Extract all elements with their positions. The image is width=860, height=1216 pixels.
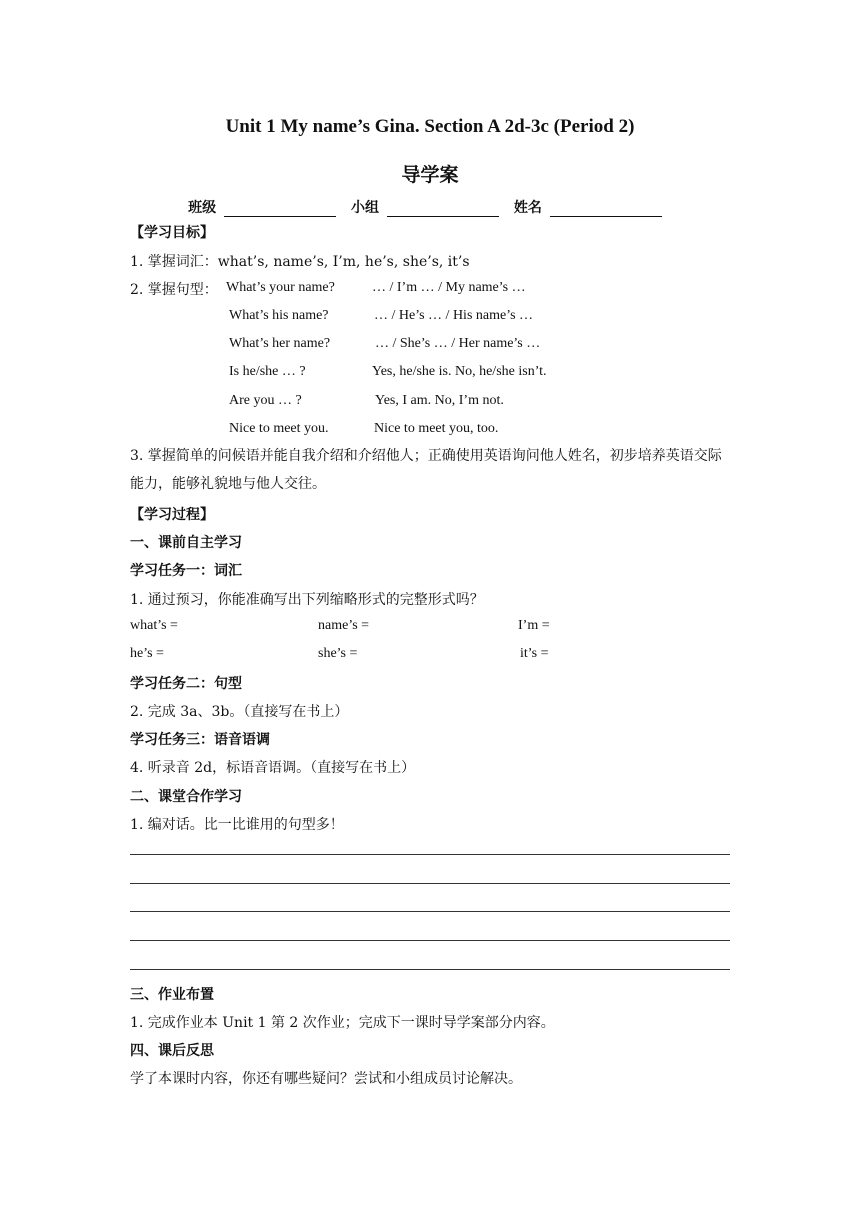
- pattern-question: What’s her name?: [229, 336, 331, 351]
- pattern-answer: Yes, I am. No, I’m not.: [375, 393, 504, 408]
- section-3-heading: 三、作业布置: [130, 987, 214, 1003]
- pattern-answer: … / She’s … / Her name’s …: [375, 336, 541, 351]
- answer-line[interactable]: [130, 854, 730, 855]
- answer-line[interactable]: [130, 940, 730, 941]
- group-blank: [387, 202, 499, 217]
- contraction-item: it’s =: [520, 646, 549, 661]
- pattern-question: What’s his name?: [229, 308, 329, 323]
- contraction-item: what’s =: [130, 618, 178, 633]
- task-2-question: 2. 完成 3a、3b。（直接写在书上）: [130, 704, 349, 720]
- name-label: 姓名: [513, 200, 542, 216]
- section-2-question: 1. 编对话。比一比谁用的句型多！: [130, 817, 344, 833]
- section-4-heading: 四、课后反思: [130, 1043, 214, 1059]
- section-1-heading: 一、课前自主学习: [130, 535, 242, 551]
- contraction-item: I’m =: [518, 618, 550, 633]
- task-1-question: 1. 通过预习，你能准确写出下列缩略形式的完整形式吗？: [130, 592, 484, 608]
- task-2-heading: 学习任务二：句型: [130, 676, 242, 692]
- document-title: Unit 1 My name’s Gina. Section A 2d-3c (Period 2): [225, 116, 635, 137]
- pattern-answer: Yes, he/she is. No, he/she isn’t.: [372, 364, 547, 379]
- objectives-heading: 【学习目标】: [130, 225, 214, 241]
- contraction-item: she’s =: [318, 646, 358, 661]
- task-3-heading: 学习任务三：语音语调: [130, 732, 270, 748]
- answer-line[interactable]: [130, 911, 730, 912]
- objective-2-prefix: 2. 掌握句型：: [130, 282, 218, 298]
- objective-1: 1. 掌握词汇：what’s, name’s, I’m, he’s, she’s, it’s: [130, 254, 470, 270]
- group-label: 小组: [351, 200, 379, 216]
- section-4-question: 学了本课时内容，你还有哪些疑问？尝试和小组成员讨论解决。: [130, 1071, 522, 1087]
- pattern-question: Is he/she … ?: [229, 364, 306, 379]
- name-blank: [550, 202, 662, 217]
- answer-line[interactable]: [130, 969, 730, 970]
- answer-line[interactable]: [130, 883, 730, 884]
- section-3-question: 1. 完成作业本 Unit 1 第 2 次作业；完成下一课时导学案部分内容。: [130, 1015, 555, 1031]
- section-2-heading: 二、课堂合作学习: [130, 789, 242, 805]
- task-3-question: 4. 听录音 2d，标语音语调。（直接写在书上）: [130, 760, 416, 776]
- contraction-item: name’s =: [318, 618, 370, 633]
- pattern-question: Nice to meet you.: [229, 421, 329, 436]
- pattern-question: Are you … ?: [229, 393, 302, 408]
- pattern-answer: … / He’s … / His name’s …: [374, 308, 534, 323]
- pattern-answer: … / I’m … / My name’s …: [372, 280, 526, 295]
- contraction-item: he’s =: [130, 646, 164, 661]
- student-info-row: [0, 197, 860, 217]
- pattern-answer: Nice to meet you, too.: [374, 421, 499, 436]
- class-blank: [224, 202, 336, 217]
- class-label: 班级: [188, 200, 217, 216]
- task-1-heading: 学习任务一：词汇: [130, 563, 242, 579]
- objective-3: 3. 掌握简单的问候语并能自我介绍和介绍他人；正确使用英语询问他人姓名，初步培养英语交际能力，能够礼貌地与他人交往。: [130, 448, 722, 492]
- document-subtitle: 导学案: [401, 164, 459, 186]
- process-heading: 【学习过程】: [130, 507, 214, 523]
- pattern-question: What’s your name?: [226, 280, 335, 295]
